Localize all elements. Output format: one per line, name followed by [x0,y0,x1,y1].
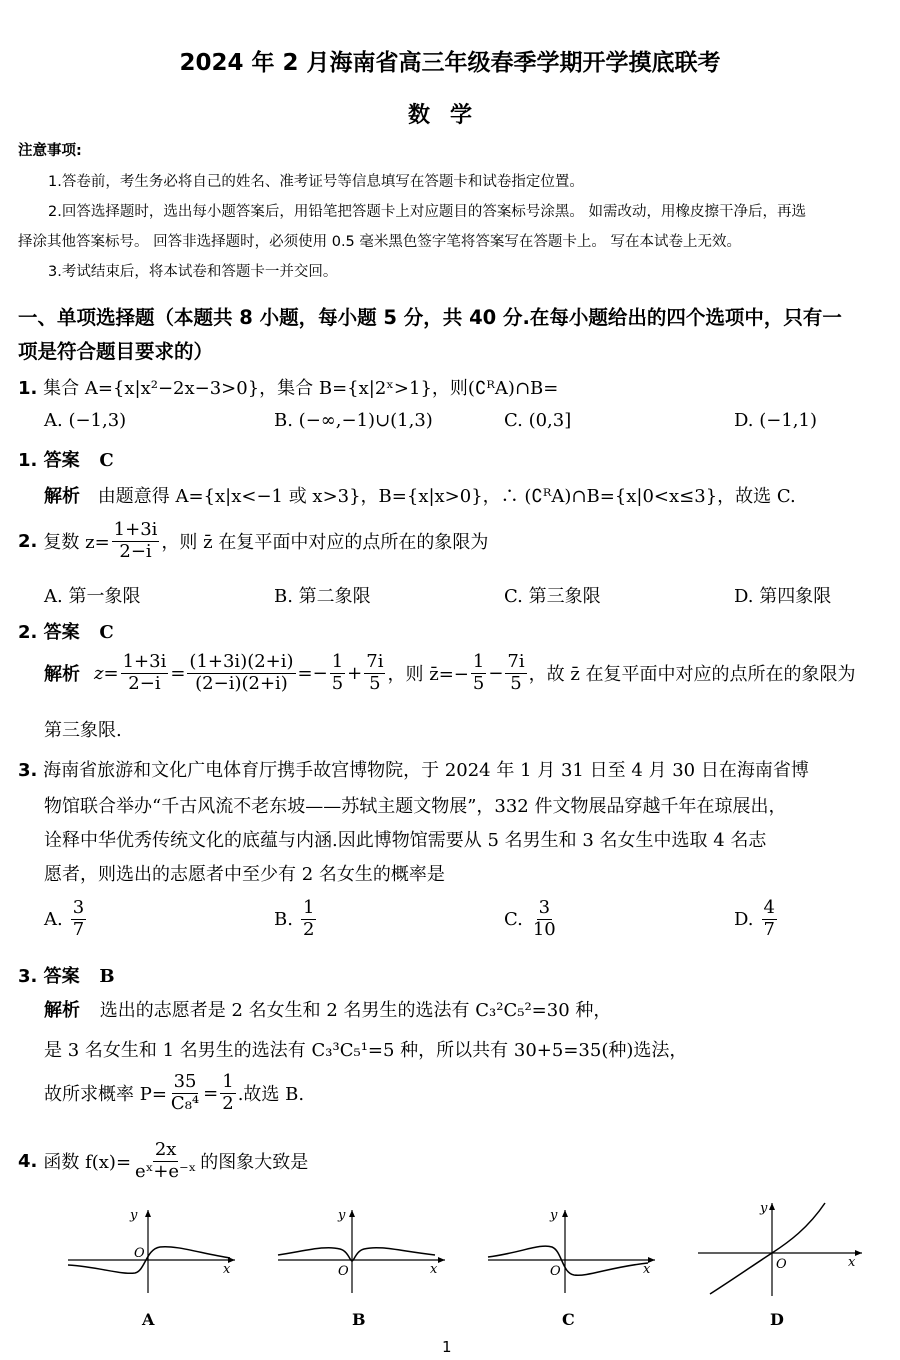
notice-heading: 注意事项: [18,143,82,159]
fraction [531,898,558,940]
graph-b[interactable] [270,1205,450,1295]
fraction [133,1140,198,1182]
notice-item-1: 1.答卷前，考生务必将自己的姓名、准考证号等信息填写在答题卡和试卷指定位置。 [48,174,584,190]
question-3-line2: 物馆联合举办“千古风流不老东坡——苏轼主题文物展”，332 件文物展品穿越千年在琼展出， [44,796,787,817]
x-label: x [430,1262,438,1277]
question-3-line4: 愿者，则选出的志愿者中至少有 2 名女生的概率是 [44,864,445,885]
page-number: 1 [442,1338,452,1356]
x-axis-arrow [855,1250,862,1256]
x-label: x [223,1262,231,1277]
q2-option-b: B. 第二象限 [274,586,371,607]
q1-option-c: C. (0,3] [504,410,572,431]
numerator: 1 [472,651,485,672]
solution-text: 选出的志愿者是 2 名女生和 2 名男生的选法有 C₃²C₅²=30 种， [99,1000,612,1021]
denominator: 2−i [128,672,161,694]
fraction [364,652,385,694]
q2-solution-last: 第三象限. [44,720,122,741]
answer-value: C [99,622,114,643]
denominator: 7 [763,918,775,940]
numerator: 2x [154,1139,177,1160]
solution-mid: ，则 z̄=− [387,664,469,686]
graph-b-label: B [352,1310,366,1329]
q3-option-a [44,898,88,940]
exam-title: 2024 年 2 月海南省高三年级春季学期开学摸底联考 [179,50,721,76]
origin-label: O [550,1264,561,1279]
numerator: 35 [173,1071,197,1092]
graph-d-label: D [770,1310,784,1329]
q1-option-a: A. (−1,3) [44,410,127,431]
numerator: 1 [222,1071,234,1092]
question-stem: 集合 A={x|x²−2x−3>0}，集合 B={x|2ˣ>1}，则(∁ᴿA)∩B= [43,378,559,399]
curve [710,1203,825,1294]
q2-option-a: A. 第一象限 [44,586,141,607]
fraction [71,898,86,940]
question-3-line1 [18,756,809,782]
denominator: 5 [331,672,344,694]
numerator: 1 [331,651,344,672]
y-label: y [550,1208,558,1223]
x-axis-arrow [438,1257,445,1263]
q1-option-d: D. (−1,1) [734,410,817,431]
question-number: 1. [18,378,38,399]
fraction [187,652,295,694]
numerator: 7i [507,651,525,672]
answer-label: 1. 答案 [18,450,80,471]
solution-pre: 故所求概率 P= [44,1084,167,1106]
option-letter: C. [504,908,523,930]
y-label: y [760,1201,768,1216]
fraction [505,652,526,694]
denominator: 5 [472,672,485,694]
q2-solution: 解析 z = $\frac{1+3i}{2-i}$ = $\frac{(1+3i)(2+i)}{(2-i)(2+i)}$ =− $\frac{1}{5}$ + $\frac{7i}{5}$ ，则 z̄=− $\frac{1}{5}$ − $\frac{7i}{5}$ ，故 z̄ 在复平面中对应的点所在的象限为 [44,651,856,694]
origin-label: O [776,1257,787,1272]
denominator: 2−i [119,540,152,562]
y-axis-arrow [349,1210,355,1217]
x-label: x [848,1255,856,1270]
question-text: 海南省旅游和文化广电体育厅携手故宫博物院，于 2024 年 1 月 31 日至 4 月 30 日在海南省博 [43,760,809,781]
q3-option-b [274,898,318,940]
solution-tail: ，故 z̄ 在复平面中对应的点所在的象限为 [528,664,856,686]
numerator: (1+3i)(2+i) [189,651,294,672]
q1-solution [44,482,796,508]
option-letter: B. [274,908,293,930]
denominator: (2−i)(2+i) [195,672,288,694]
y-axis-arrow [145,1210,151,1217]
y-axis-arrow [562,1210,568,1217]
denominator: 7 [72,918,85,940]
q2-option-c: C. 第三象限 [504,586,601,607]
question-2 [18,520,488,562]
curve [278,1248,435,1261]
answer-label: 3. 答案 [18,966,80,987]
fraction [471,652,486,694]
notice-item-2a: 2.回答选择题时，选出每小题答案后，用铅笔把答题卡上对应题目的答案标号涂黑。 如需改动，用橡皮擦干净后，再选 [48,204,806,220]
q1-answer [18,446,114,472]
answer-value: C [99,450,114,471]
graph-c-label: C [562,1310,575,1329]
denominator: 10 [532,918,556,940]
curve [488,1246,648,1275]
fraction [762,898,777,940]
denominator: 5 [510,672,522,694]
answer-label: 2. 答案 [18,622,80,643]
q3-option-c [504,898,560,940]
question-number: 4. [18,1150,38,1172]
question-stem-pre: 函数 f(x)= [43,1152,132,1174]
section-heading-line2: 项是符合题目要求的） [18,340,214,363]
equals-sign: = [203,1082,219,1104]
y-label: y [338,1208,346,1223]
option-letter: A. [44,908,63,930]
graph-c[interactable] [480,1205,660,1295]
numerator: 1+3i [122,651,167,672]
fraction [301,898,316,940]
question-3-line3: 诠释中华优秀传统文化的底蕴与内涵.因此博物馆需要从 5 名男生和 3 名女生中选取 4 名志 [44,830,767,851]
x-label: x [643,1262,651,1277]
fraction [220,1072,235,1114]
question-stem-pre: 复数 z= [43,532,110,554]
q1-option-b: B. (−∞,−1)∪(1,3) [274,410,433,431]
notice-item-3: 3.考试结束后，将本试卷和答题卡一并交回。 [48,264,338,280]
numerator: 3 [538,897,551,918]
q3-solution-2: 是 3 名女生和 1 名男生的选法有 C₃³C₅¹=5 种，所以共有 30+5=35(种)选法， [44,1040,688,1061]
graph-a[interactable] [60,1205,240,1295]
numerator: 7i [366,651,384,672]
graph-a-label: A [142,1310,155,1329]
numerator: 1 [302,897,315,918]
question-number: 3. [18,760,38,781]
q2-option-d: D. 第四象限 [734,586,832,607]
denominator: 2 [302,918,315,940]
option-letter: D. [734,908,754,930]
notice-item-2b: 择涂其他答案标号。 回答非选择题时，必须使用 0.5 毫米黑色签字笔将答案写在答题卡上。 写在本试卷上无效。 [18,234,741,250]
solution-text: 由题意得 A={x|x<−1 或 x>3}，B={x|x>0}，∴ (∁ᴿA)∩B={x|0<x≤3}，故选 C. [97,486,796,507]
answer-value: B [99,966,115,987]
question-1 [18,374,558,400]
origin-label: O [338,1264,349,1279]
question-stem-post: ，则 z̄ 在复平面中对应的点所在的象限为 [161,532,489,554]
fraction [169,1072,201,1114]
q2-answer [18,618,114,644]
numerator: 1+3i [113,519,158,540]
question-4 [18,1140,308,1182]
denominator: eˣ+e⁻ˣ [135,1160,197,1182]
origin-label: O [134,1246,145,1261]
fraction [112,520,160,562]
solution-label: 解析 [44,486,80,507]
subject-title: 数学 [407,103,492,128]
q3-solution-1 [44,996,611,1022]
section-heading-line1: 一、单项选择题（本题共 8 小题，每小题 5 分，共 40 分.在每小题给出的四个选项中，只有一 [18,306,842,329]
solution-label: 解析 [44,664,80,686]
solution-post: .故选 B. [237,1084,305,1106]
denominator: C₈⁴ [170,1092,200,1114]
denominator: 5 [369,672,381,694]
q3-answer [18,962,115,988]
y-label: y [130,1208,138,1223]
q3-option-d [734,898,779,940]
y-axis-arrow [769,1203,775,1210]
solution-label: 解析 [44,1000,80,1021]
question-number: 2. [18,530,38,552]
question-stem-post: 的图象大致是 [200,1152,309,1174]
numerator: 3 [72,897,85,918]
q3-solution-3 [44,1072,304,1114]
fraction [121,652,169,694]
fraction [330,652,345,694]
graph-d[interactable] [690,1198,870,1298]
numerator: 4 [763,897,775,918]
denominator: 2 [222,1092,234,1114]
